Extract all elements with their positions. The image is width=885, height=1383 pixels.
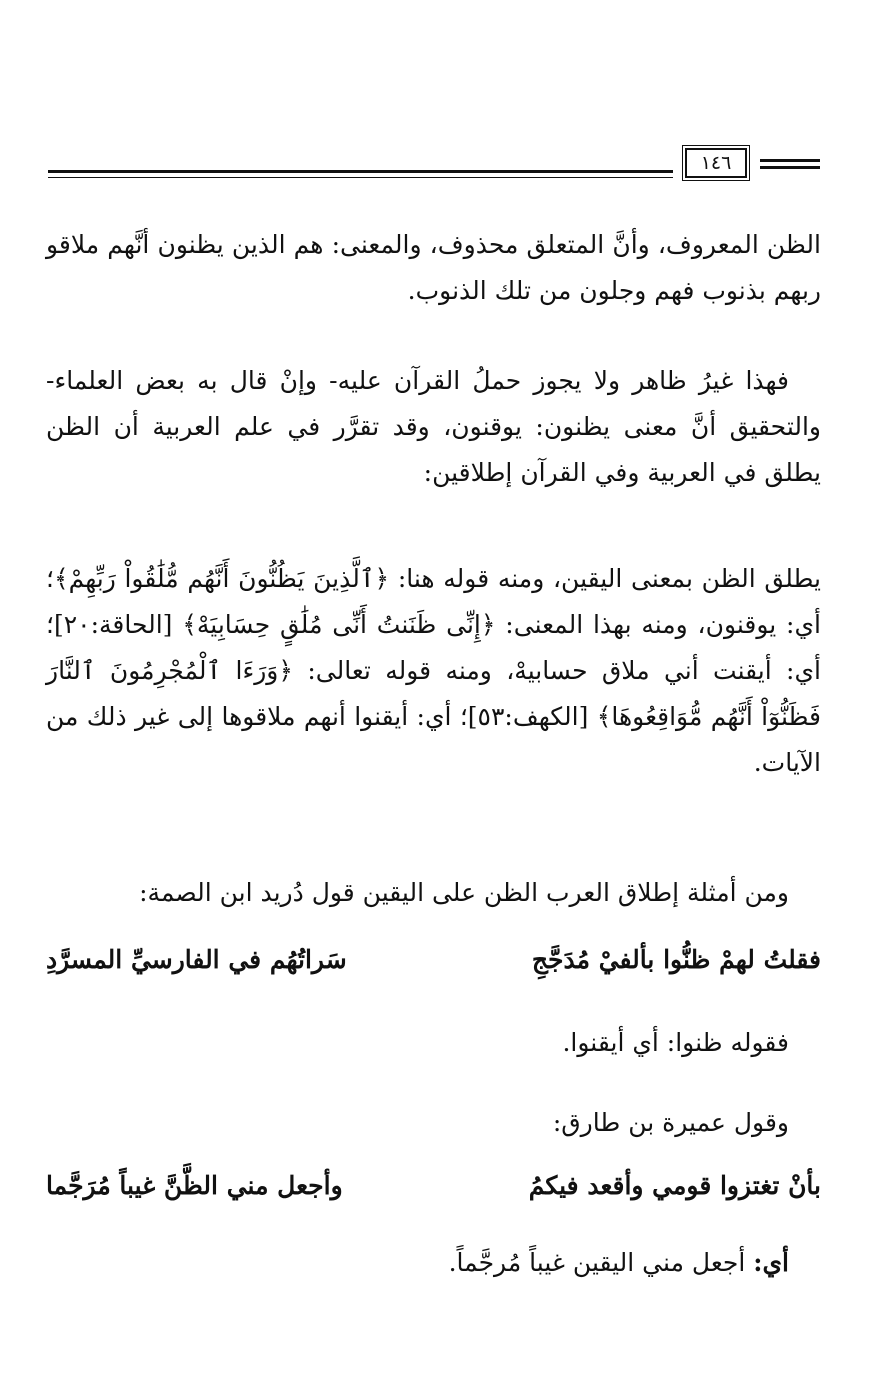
paragraph-5: فقوله ظنوا: أي أيقنوا. [562, 1028, 789, 1057]
header-rule [760, 166, 820, 169]
poem-verse-2 [46, 1163, 821, 1209]
header-rule [48, 177, 673, 178]
page-number: ١٤٦ [685, 148, 747, 178]
explanation-text: أجعل مني اليقين غيباً مُرجَّماً. [448, 1248, 754, 1277]
header-rule [48, 170, 673, 173]
poem-verse-1 [46, 937, 821, 983]
paragraph-3 [46, 556, 821, 786]
quran-verse: ﴿إِنِّى ظَنَنتُ أَنِّى مُلَٰقٍ حِسَابِيَهْ﴾ [182, 610, 496, 639]
paragraph-3-text: يطلق الظن بمعنى اليقين، ومنه قوله هنا: [389, 564, 821, 593]
paragraph-3-text: ؛ أي: يوقنون، ومنه بهذا المعنى: [46, 564, 821, 639]
paragraph-4: ومن أمثلة إطلاق العرب الظن على اليقين قول دُريد ابن الصمة: [139, 878, 789, 907]
page-header [48, 146, 820, 186]
verse-second-hemistich: سَراتُهُم في الفارسيِّ المسرَّدِ [46, 945, 347, 974]
verse-second-hemistich: وأجعل مني الظَّنَّ غيباً مُرَجَّما [46, 1171, 343, 1200]
paragraph-3-text: [الكهف:٥٣]؛ أي: أيقنوا أنهم ملاقوها إلى غير ذلك من الآيات. [46, 702, 821, 777]
quran-verse: ﴿وَرَءَا ٱلْمُجْرِمُونَ ٱلنَّارَ فَظَنُّوٓاْ أَنَّهُم مُّوَاقِعُوهَا﴾ [46, 656, 821, 731]
paragraph-6: وقول عميرة بن طارق: [552, 1108, 789, 1137]
paragraph-1: الظن المعروف، وأنَّ المتعلق محذوف، والمعنى: هم الذين يظنون أنَّهم ملاقو ربهم بذنوب فهم وجلون من تلك الذنوب. [46, 230, 821, 305]
verse-first-hemistich: فقلتُ لهمْ ظنُّوا بألفيْ مُدَجَّجِ [531, 945, 821, 974]
paragraph-2: فهذا غيرُ ظاهر ولا يجوز حملُ القرآن عليه- وإنْ قال به بعض العلماء- والتحقيق أنَّ معنى يظنون: يوقنون، وقد تقرَّر في علم العربية أن الظن يطلق في العربية وفي القرآن إطلاقين: [46, 366, 821, 487]
verse-first-hemistich: بأنْ تغتزوا قومي وأقعد فيكمُ [528, 1171, 821, 1200]
paragraph-3-text: [الحاقة:٢٠]؛ أي: أيقنت أني ملاق حسابيهْ، ومنه قوله تعالى: [46, 610, 821, 685]
quran-verse: ﴿ٱلَّذِينَ يَظُنُّونَ أَنَّهُم مُّلَٰقُواْ رَبِّهِمْ﴾ [53, 564, 390, 593]
header-rule [760, 159, 820, 162]
explanation-label: أي: [753, 1248, 789, 1277]
paragraph-7 [46, 1240, 821, 1286]
